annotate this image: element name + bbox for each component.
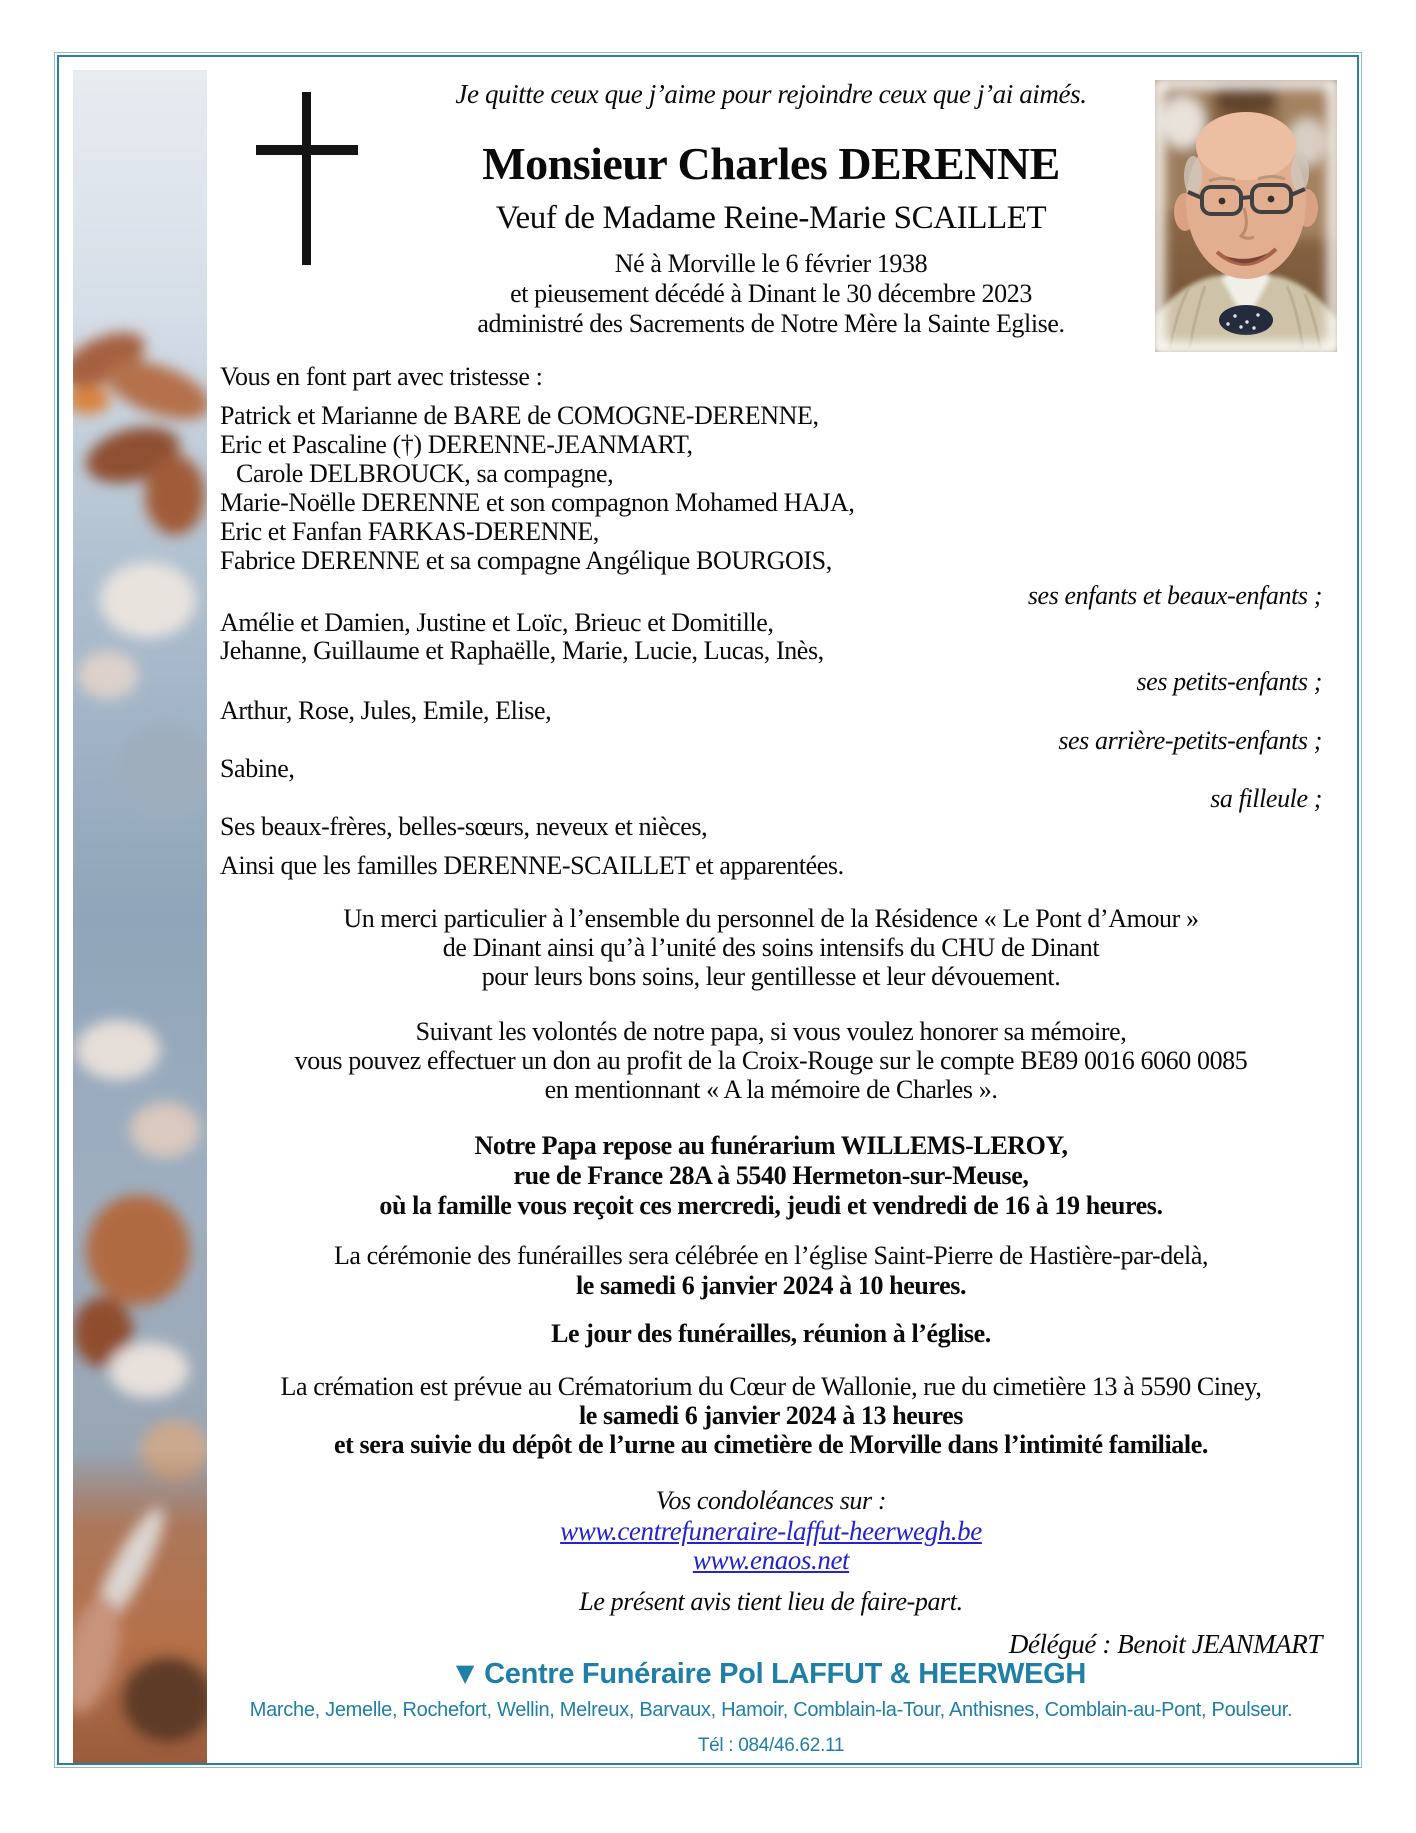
thanks-line: de Dinant ainsi qu’à l’unité des soins intensifs du CHU de Dinant	[442, 933, 1100, 962]
cremation-line: La crémation est prévue au Crématorium du Cœur de Wallonie, rue du cimetière 13 à 5590 Ciney,	[280, 1372, 1262, 1401]
families-line: Ainsi que les familles DERENNE-SCAILLET et apparentées.	[220, 851, 844, 880]
repose-paragraph	[220, 1131, 1322, 1221]
donation-line: en mentionnant « A la mémoire de Charles ».	[544, 1075, 998, 1104]
child-line: Eric et Pascaline (†) DERENNE-JEANMART,	[220, 430, 693, 459]
donation-paragraph	[220, 1017, 1322, 1104]
funeral-home-website-link[interactable]: www.centrefuneraire-laffut-heerwegh.be	[560, 1516, 982, 1546]
widower-subtitle: Veuf de Madame Reine-Marie SCAILLET	[495, 200, 1047, 236]
grandchildren-label: ses petits-enfants ;	[1136, 667, 1322, 696]
children-label: ses enfants et beaux-enfants ;	[1027, 581, 1322, 610]
child-line: Fabrice DERENNE et sa compagne Angélique BOURGOIS,	[220, 546, 832, 575]
thanks-line: pour leurs bons soins, leur gentillesse et leur dévouement.	[481, 962, 1061, 991]
condolence-links	[220, 1517, 1322, 1575]
funeral-home-label: Centre Funéraire Pol LAFFUT & HEERWEGH	[484, 1658, 1087, 1690]
great-grandchildren-line: Arthur, Rose, Jules, Emile, Elise,	[220, 696, 552, 725]
triangle-down-icon: ▼	[455, 1659, 475, 1687]
ceremony-date-line: le samedi 6 janvier 2024 à 10 heures.	[575, 1271, 967, 1300]
winter-branch-photo	[73, 70, 207, 1763]
repose-line: rue de France 28A à 5540 Hermeton-sur-Meuse,	[513, 1161, 1029, 1190]
children-list	[220, 401, 1322, 575]
thanks-paragraph	[220, 904, 1322, 991]
ceremony-paragraph	[220, 1241, 1322, 1301]
ceremony-line: La cérémonie des funérailles sera célébrée en l’église Saint-Pierre de Hastière-par-delà,	[333, 1241, 1209, 1270]
cremation-paragraph	[220, 1372, 1322, 1459]
birth-line: Né à Morville le 6 février 1938	[614, 249, 928, 278]
cremation-urn-line: et sera suivie du dépôt de l’urne au cimetière de Morville dans l’intimité familiale.	[334, 1430, 1208, 1459]
funeral-home-cities: Marche, Jemelle, Rochefort, Wellin, Melreux, Barvaux, Hamoir, Comblain-la-Tour, Anthisnes, Comblain-au-Pont, Poulseur.	[249, 1699, 1293, 1721]
birth-death-lines	[220, 249, 1322, 339]
repose-line: où la famille vous reçoit ces mercredi, jeudi et vendredi de 16 à 19 heures.	[379, 1191, 1163, 1220]
relatives-line: Ses beaux-frères, belles-sœurs, neveux et nièces,	[220, 812, 708, 841]
goddaughter-label: sa filleule ;	[1210, 784, 1322, 813]
grandchildren-list	[220, 609, 1322, 665]
funeral-home-phone: Tél : 084/46.62.11	[697, 1735, 845, 1756]
grandchild-line: Jehanne, Guillaume et Raphaëlle, Marie, Lucie, Lucas, Inès,	[220, 636, 824, 665]
intro-line: Vous en font part avec tristesse :	[220, 362, 543, 391]
winter-branch-illustration	[73, 70, 207, 1763]
grandchild-line: Amélie et Damien, Justine et Loïc, Brieuc et Domitille,	[220, 608, 774, 637]
death-line: et pieusement décédé à Dinant le 30 décembre 2023	[510, 279, 1032, 308]
goddaughter-line: Sabine,	[220, 754, 295, 783]
deceased-name-title: Monsieur Charles DERENNE	[482, 138, 1060, 189]
great-grandchildren-label: ses arrière-petits-enfants ;	[1058, 726, 1322, 755]
meeting-line: Le jour des funérailles, réunion à l’église.	[551, 1319, 991, 1348]
enaos-website-link[interactable]: www.enaos.net	[692, 1545, 850, 1575]
memorial-quote: Je quitte ceux que j’aime pour rejoindre ceux que j’ai aimés.	[455, 79, 1087, 109]
donation-line: Suivant les volontés de notre papa, si vous voulez honorer sa mémoire,	[415, 1017, 1127, 1046]
child-line: Marie-Noëlle DERENNE et son compagnon Mohamed HAJA,	[220, 488, 855, 517]
child-line: Patrick et Marianne de BARE de COMOGNE-DERENNE,	[220, 401, 819, 430]
child-line: Eric et Fanfan FARKAS-DERENNE,	[220, 517, 599, 546]
condolences-label: Vos condoléances sur :	[655, 1486, 887, 1515]
funeral-home-name	[220, 1658, 1322, 1691]
sacrament-line: administré des Sacrements de Notre Mère la Sainte Eglise.	[477, 309, 1065, 338]
child-line: Carole DELBROUCK, sa compagne,	[236, 459, 614, 488]
cremation-date-line: le samedi 6 janvier 2024 à 13 heures	[578, 1401, 963, 1430]
notice-line: Le présent avis tient lieu de faire-part.	[579, 1587, 963, 1616]
delegate-line: Délégué : Benoit JEANMART	[1008, 1629, 1322, 1659]
thanks-line: Un merci particulier à l’ensemble du personnel de la Résidence « Le Pont d’Amour »	[343, 904, 1199, 933]
repose-line: Notre Papa repose au funérarium WILLEMS-LEROY,	[474, 1131, 1068, 1160]
donation-line: vous pouvez effectuer un don au profit de la Croix-Rouge sur le compte BE89 0016 6060 0085	[294, 1046, 1248, 1075]
